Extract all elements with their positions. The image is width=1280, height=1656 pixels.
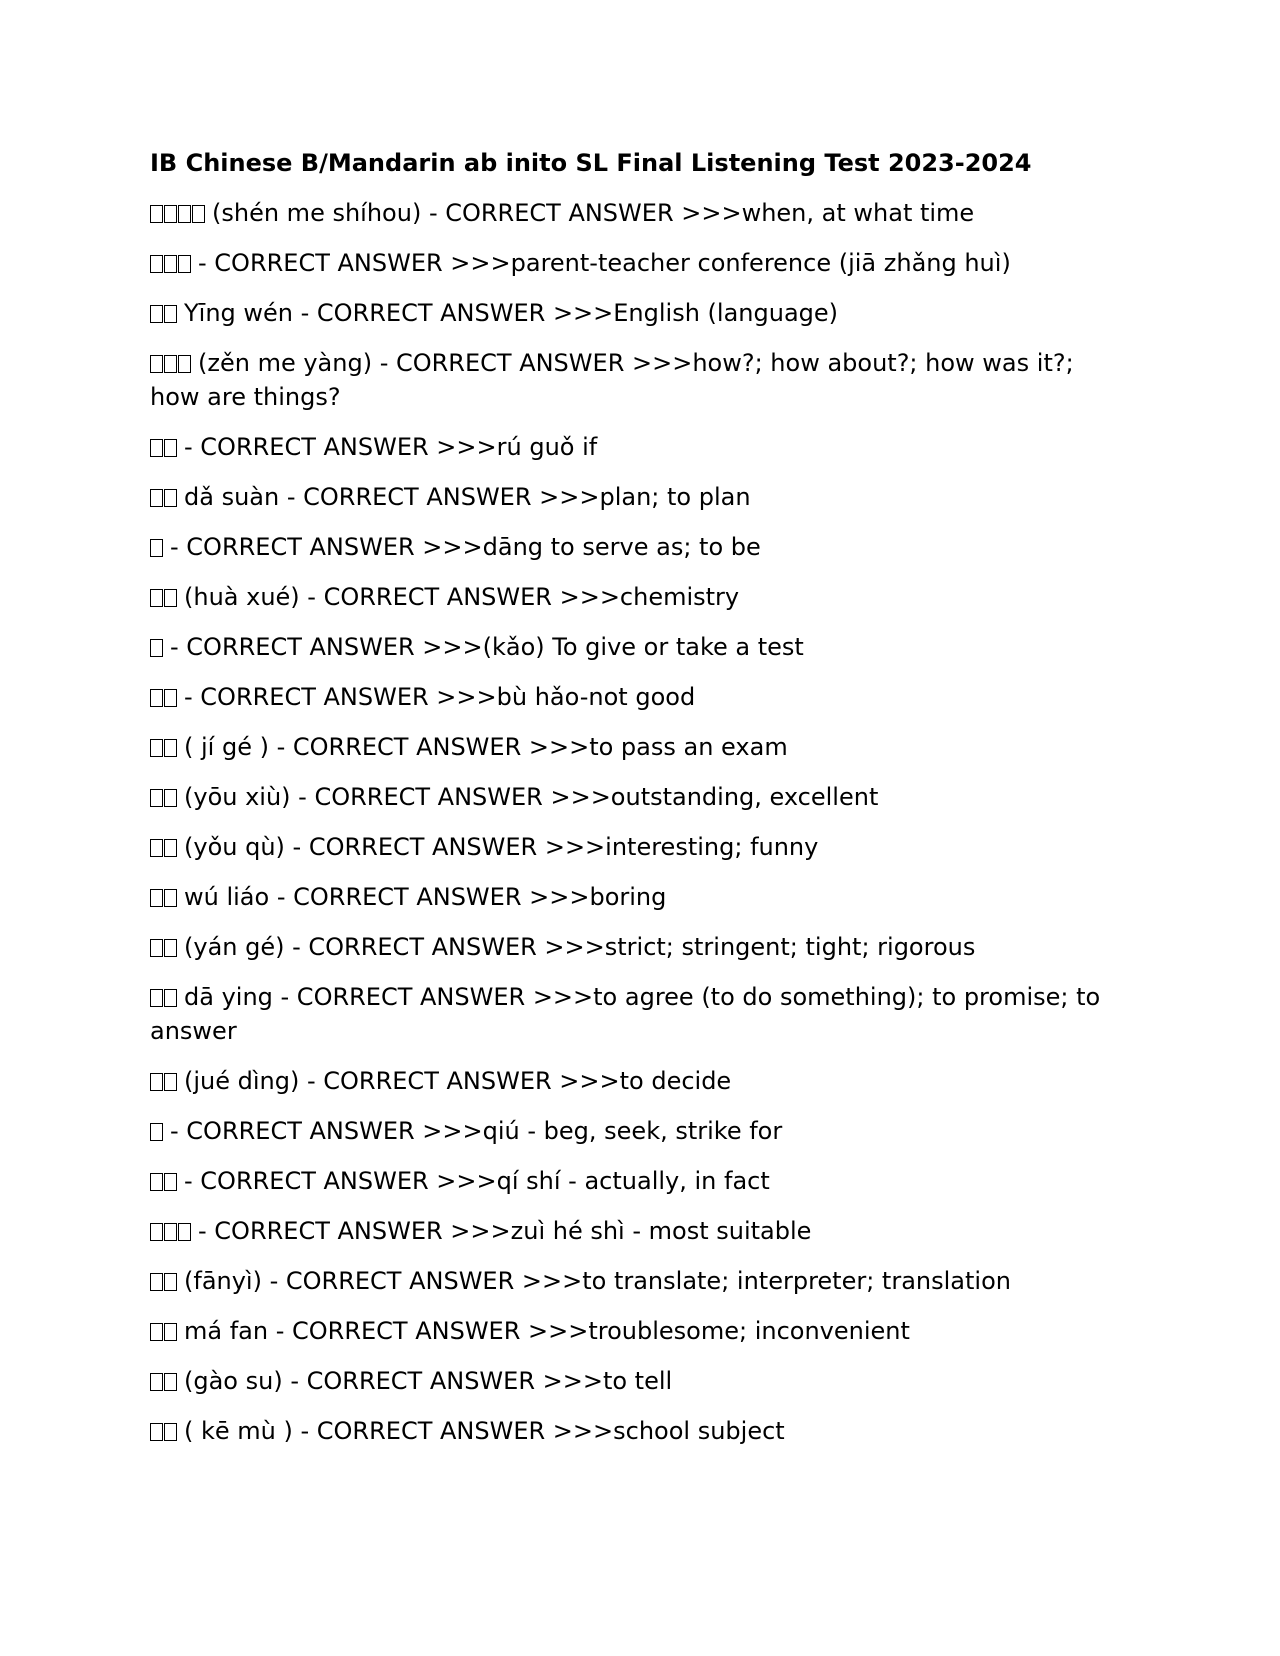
missing-glyph-icon xyxy=(150,1167,178,1195)
entry-item xyxy=(150,1214,1130,1248)
entry-text: dā ying - CORRECT ANSWER >>>to agree (to do something); to promise; to answer xyxy=(150,983,1101,1045)
missing-glyph-icon xyxy=(150,983,178,1011)
entry-item xyxy=(150,530,1130,564)
entry-text: (yōu xiù) - CORRECT ANSWER >>>outstanding, excellent xyxy=(184,783,879,811)
entry-item xyxy=(150,980,1130,1048)
entry-item xyxy=(150,480,1130,514)
entry-text: wú liáo - CORRECT ANSWER >>>boring xyxy=(184,883,667,911)
missing-glyph-icon xyxy=(150,483,178,511)
entry-list xyxy=(150,196,1130,1448)
entry-item xyxy=(150,346,1130,414)
document-page xyxy=(150,146,1130,1464)
missing-glyph-icon xyxy=(150,633,164,661)
entry-item xyxy=(150,296,1130,330)
document-title: IB Chinese B/Mandarin ab inito SL Final Listening Test 2023-2024 xyxy=(150,149,1032,177)
entry-item xyxy=(150,1314,1130,1348)
missing-glyph-icon xyxy=(150,199,206,227)
missing-glyph-icon xyxy=(150,783,178,811)
entry-item xyxy=(150,430,1130,464)
entry-item xyxy=(150,1364,1130,1398)
entry-text: (jué dìng) - CORRECT ANSWER >>>to decide xyxy=(184,1067,732,1095)
entry-item xyxy=(150,930,1130,964)
entry-text: - CORRECT ANSWER >>>dāng to serve as; to be xyxy=(170,533,761,561)
missing-glyph-icon xyxy=(150,1417,178,1445)
entry-text: (gào su) - CORRECT ANSWER >>>to tell xyxy=(184,1367,673,1395)
missing-glyph-icon xyxy=(150,1117,164,1145)
missing-glyph-icon xyxy=(150,299,178,327)
entry-text: - CORRECT ANSWER >>>parent-teacher conference (jiā zhǎng huì) xyxy=(198,249,1011,277)
missing-glyph-icon xyxy=(150,833,178,861)
entry-item xyxy=(150,246,1130,280)
entry-text: (shén me shíhou) - CORRECT ANSWER >>>when, at what time xyxy=(212,199,975,227)
entry-text: - CORRECT ANSWER >>>zuì hé shì - most suitable xyxy=(198,1217,812,1245)
entry-text: (fānyì) - CORRECT ANSWER >>>to translate; interpreter; translation xyxy=(184,1267,1011,1295)
entry-item xyxy=(150,196,1130,230)
missing-glyph-icon xyxy=(150,683,178,711)
entry-text: Yīng wén - CORRECT ANSWER >>>English (language) xyxy=(184,299,839,327)
entry-text: - CORRECT ANSWER >>>rú guǒ if xyxy=(184,433,598,461)
entry-text: (huà xué) - CORRECT ANSWER >>>chemistry xyxy=(184,583,740,611)
entry-text: - CORRECT ANSWER >>>qí shí - actually, in fact xyxy=(184,1167,770,1195)
entry-text: (yǒu qù) - CORRECT ANSWER >>>interesting; funny xyxy=(184,833,819,861)
entry-item xyxy=(150,830,1130,864)
entry-item xyxy=(150,780,1130,814)
entry-item xyxy=(150,1264,1130,1298)
missing-glyph-icon xyxy=(150,1317,178,1345)
missing-glyph-icon xyxy=(150,1217,192,1245)
entry-item xyxy=(150,730,1130,764)
missing-glyph-icon xyxy=(150,533,164,561)
entry-item xyxy=(150,630,1130,664)
missing-glyph-icon xyxy=(150,1267,178,1295)
entry-item xyxy=(150,1414,1130,1448)
missing-glyph-icon xyxy=(150,349,192,377)
entry-text: (yán gé) - CORRECT ANSWER >>>strict; stringent; tight; rigorous xyxy=(184,933,976,961)
entry-text: ( jí gé ) - CORRECT ANSWER >>>to pass an exam xyxy=(184,733,788,761)
missing-glyph-icon xyxy=(150,733,178,761)
missing-glyph-icon xyxy=(150,933,178,961)
entry-item xyxy=(150,580,1130,614)
entry-text: - CORRECT ANSWER >>>qiú - beg, seek, strike for xyxy=(170,1117,783,1145)
missing-glyph-icon xyxy=(150,583,178,611)
entry-item xyxy=(150,1064,1130,1098)
missing-glyph-icon xyxy=(150,883,178,911)
entry-text: - CORRECT ANSWER >>>(kǎo) To give or take a test xyxy=(170,633,804,661)
missing-glyph-icon xyxy=(150,1367,178,1395)
missing-glyph-icon xyxy=(150,433,178,461)
missing-glyph-icon xyxy=(150,249,192,277)
entry-item xyxy=(150,880,1130,914)
missing-glyph-icon xyxy=(150,1067,178,1095)
entry-text: - CORRECT ANSWER >>>bù hǎo-not good xyxy=(184,683,696,711)
entry-text: (zěn me yàng) - CORRECT ANSWER >>>how?; how about?; how was it?; how are things? xyxy=(150,349,1074,411)
entry-item xyxy=(150,1114,1130,1148)
entry-item xyxy=(150,680,1130,714)
entry-text: ( kē mù ) - CORRECT ANSWER >>>school subject xyxy=(184,1417,785,1445)
entry-item xyxy=(150,1164,1130,1198)
entry-text: má fan - CORRECT ANSWER >>>troublesome; inconvenient xyxy=(184,1317,910,1345)
entry-text: dǎ suàn - CORRECT ANSWER >>>plan; to plan xyxy=(184,483,751,511)
